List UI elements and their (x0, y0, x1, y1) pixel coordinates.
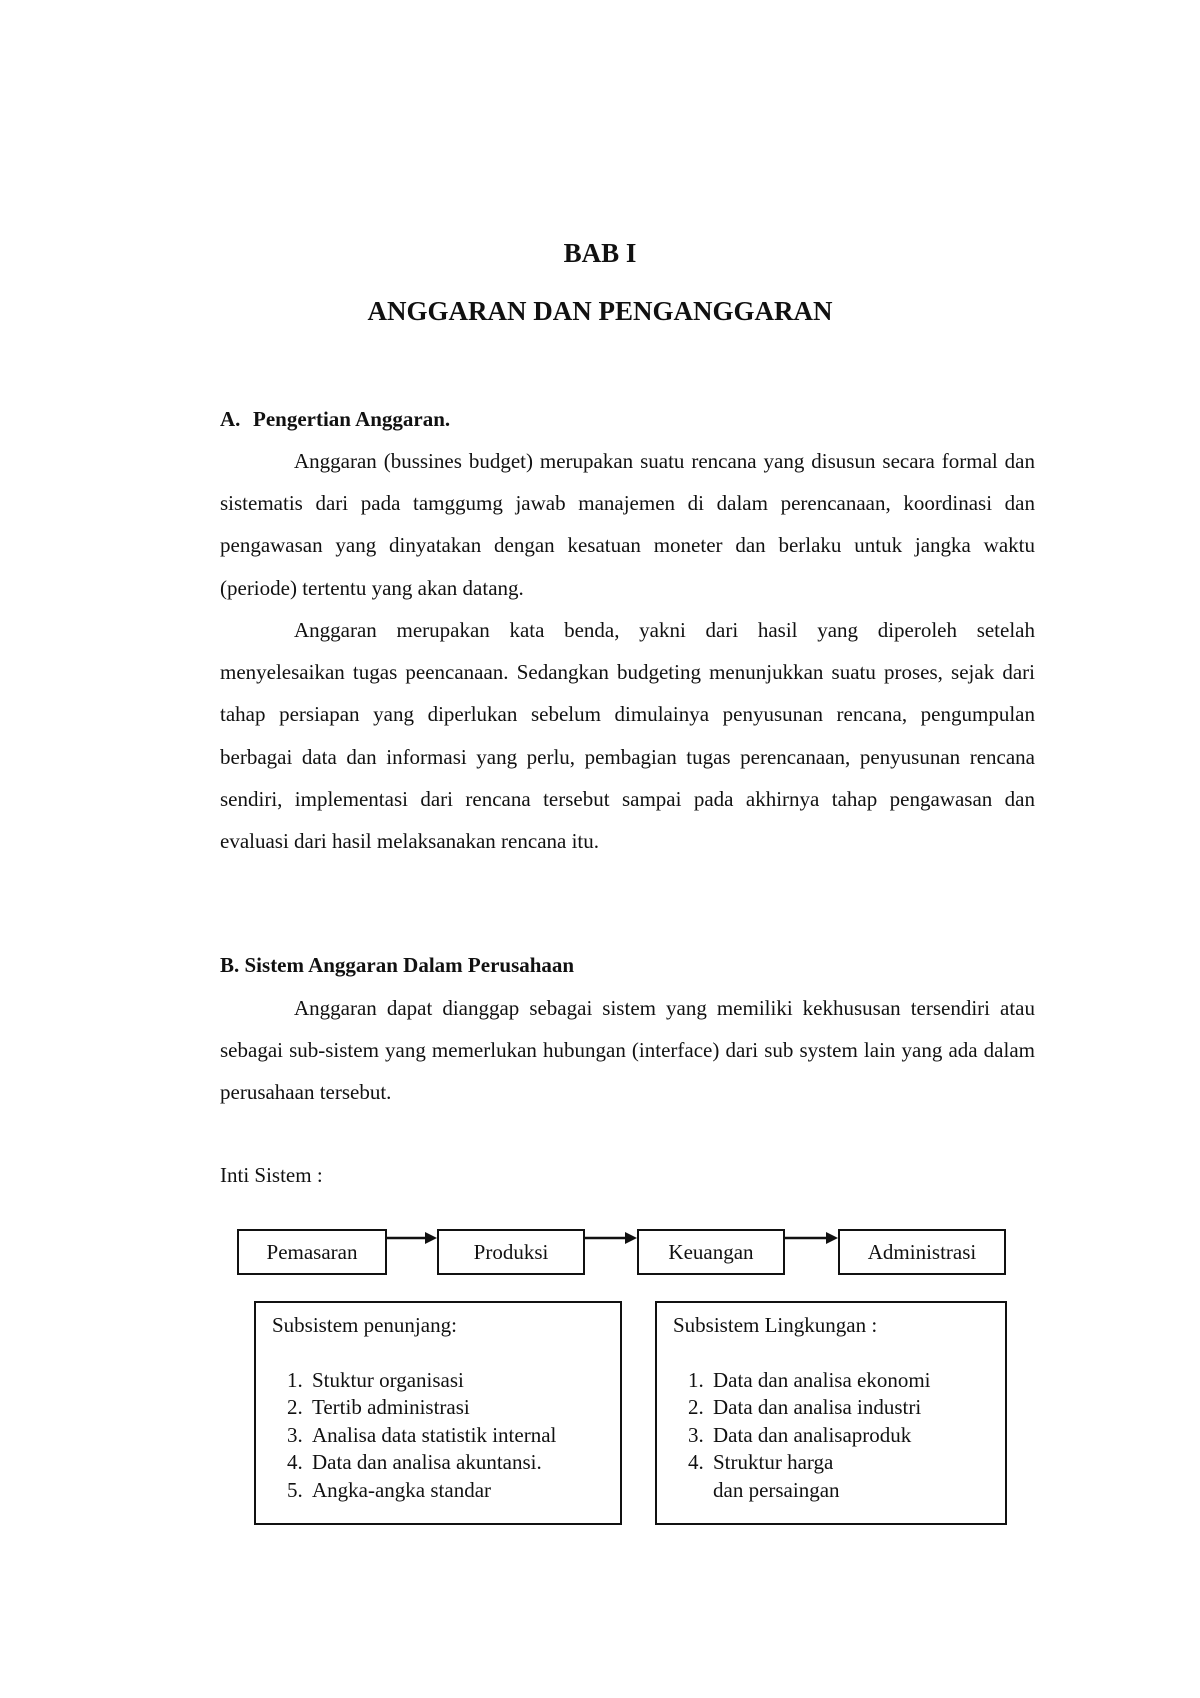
subsistem-lingkungan-title: Subsistem Lingkungan : (673, 1313, 878, 1337)
section-b-heading: B. Sistem Anggaran Dalam Perusahaan (220, 953, 575, 977)
subsistem-penunjang-box (254, 1301, 622, 1525)
list-item: 2. Data dan analisa industri (709, 1394, 991, 1422)
arrow-icon (785, 1232, 838, 1244)
flow-box-pemasaran: Pemasaran (237, 1229, 387, 1275)
subsistem-lingkungan-box (655, 1301, 1007, 1525)
list-item: 3. Data dan analisaproduk (709, 1422, 991, 1450)
list-item: 2. Tertib administrasi (308, 1394, 606, 1422)
list-item: 1. Data dan analisa ekonomi (709, 1367, 991, 1395)
chapter-title: ANGGARAN DAN PENGANGGARAN (367, 296, 833, 326)
list-item: 5. Angka-angka standar (308, 1477, 606, 1505)
flow-box-administrasi: Administrasi (838, 1229, 1006, 1275)
chapter-number: BAB I (563, 238, 637, 268)
flow-box-produksi: Produksi (437, 1229, 585, 1275)
list-item: 1. Stuktur organisasi (308, 1367, 606, 1395)
subsistem-penunjang-title: Subsistem penunjang: (272, 1313, 457, 1337)
section-a-marker: A. (220, 407, 241, 431)
list-item: 4. Data dan analisa akuntansi. (308, 1449, 606, 1477)
list-item: 4. Struktur harga dan persaingan (709, 1449, 863, 1504)
inti-sistem-label: Inti Sistem : (220, 1163, 323, 1187)
arrow-icon (585, 1232, 637, 1244)
subsistem-penunjang-list (272, 1367, 606, 1505)
subsistem-lingkungan-list (673, 1367, 991, 1505)
flow-box-keuangan: Keuangan (637, 1229, 785, 1275)
section-a-paragraph-2: Anggaran merupakan kata benda, yakni dari hasil yang diperoleh setelah menyelesaikan tugas peencanaan. Sedangkan budgeting menunjukkan suatu proses, sejak dari tahap persiapan yang diperlukan sebelum dimulainya penyusunan rencana, pengumpulan berbagai data dan informasi yang perlu, pembagian tugas perencanaan, penyusunan rencana sendiri, implementasi dari rencana tersebut sampai pada akhirnya tahap pengawasan dan evaluasi dari hasil melaksanakan rencana itu. (220, 618, 1035, 854)
section-a-title: Pengertian Anggaran. (253, 407, 451, 431)
arrow-icon (387, 1232, 437, 1244)
section-b-paragraph-1: Anggaran dapat dianggap sebagai sistem yang memiliki kekhususan tersendiri atau sebagai sub-sistem yang memerlukan hubungan (interface) dari sub system lain yang ada dalam perusahaan tersebut. (220, 996, 1035, 1105)
list-item: 3. Analisa data statistik internal (308, 1422, 606, 1450)
section-a-paragraph-1: Anggaran (bussines budget) merupakan suatu rencana yang disusun secara formal dan sistematis dari pada tamggumg jawab manajemen di dalam perencanaan, koordinasi dan pengawasan yang dinyatakan dengan kesatuan moneter dan berlaku untuk jangka waktu (periode) tertentu yang akan datang. (220, 449, 1035, 600)
